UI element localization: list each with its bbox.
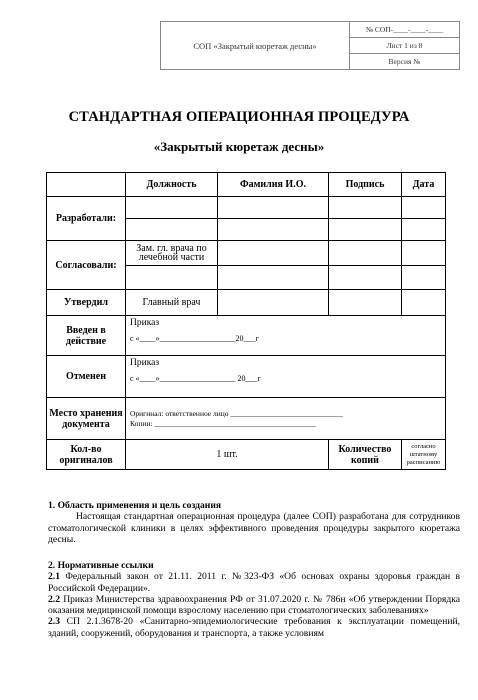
canceled-order xyxy=(126,356,446,398)
row-label-effective: Введен в действие xyxy=(47,316,126,356)
cell[interactable] xyxy=(218,197,329,219)
section-2-heading: 2. Нормативные ссылки xyxy=(48,560,154,571)
order-date-line: с «____»___________________ 20___г xyxy=(130,374,261,383)
sop-number: № СОП-____-____-____ xyxy=(350,22,459,38)
col-header-date: Дата xyxy=(402,173,446,197)
header-doc-title: СОП «Закрытый кюретаж десны» xyxy=(161,22,350,69)
col-header-position: Должность xyxy=(126,173,218,197)
cell[interactable] xyxy=(402,197,446,219)
section-2 xyxy=(48,560,460,639)
copies-line: Копии: ___________________________________________ xyxy=(130,419,316,428)
effective-order xyxy=(126,316,446,356)
row-label-approved: Утвердил xyxy=(47,290,126,316)
item-number: 2.2 xyxy=(48,593,60,605)
agreed-position: Зам. гл. врача по лечебной части xyxy=(126,241,218,266)
version-number: Версия № xyxy=(388,57,421,66)
copies-count-label: Количество копий xyxy=(329,440,402,470)
original-line: Оригинал: ответственное лицо ______________________________ xyxy=(130,409,343,418)
item-number: 2.3 xyxy=(48,616,60,628)
cell[interactable] xyxy=(402,241,446,266)
cell[interactable] xyxy=(126,266,218,290)
cell[interactable] xyxy=(218,266,329,290)
section-1-text: Настоящая стандартная операционная процедура (далее СОП) разработана для сотрудников стоматологической клиники в целях эффективного проведения процедуры закрытого кюретажа десны. xyxy=(48,511,460,545)
cell[interactable] xyxy=(218,241,329,266)
originals-count: 1 шт. xyxy=(126,440,329,470)
cell[interactable] xyxy=(402,266,446,290)
document-header xyxy=(160,21,460,70)
cell[interactable] xyxy=(329,241,402,266)
sheet-number: Лист 1 из 8 xyxy=(350,38,459,54)
approved-position: Главный врач xyxy=(126,290,218,316)
order-date-line: с «____»___________________20___г xyxy=(130,334,259,343)
item-text: Федеральный закон от 21.11. 2011 г. №323-ФЗ «Об основах охраны здоровья граждан в Российской Федерации». xyxy=(48,571,460,594)
empty-header-cell xyxy=(47,173,126,197)
document-subtitle: «Закрытый кюретаж десны» xyxy=(153,139,325,154)
cell[interactable] xyxy=(402,290,446,316)
cell[interactable] xyxy=(126,219,218,241)
cell[interactable] xyxy=(402,219,446,241)
row-label-canceled: Отменен xyxy=(47,356,126,398)
header-info xyxy=(350,22,459,69)
storage-info xyxy=(126,398,446,440)
approval-table xyxy=(46,172,446,470)
col-header-signature: Подпись xyxy=(329,173,402,197)
section-2-item-2 xyxy=(48,594,460,617)
cell[interactable] xyxy=(329,197,402,219)
row-label-originals-count: Кол-во оригиналов xyxy=(47,440,126,470)
cell[interactable] xyxy=(329,290,402,316)
section-2-item-1 xyxy=(48,571,460,594)
cell[interactable] xyxy=(218,219,329,241)
row-label-storage: Место хранения документа xyxy=(47,398,126,440)
row-label-developed: Разработали: xyxy=(47,197,126,241)
item-number: 2.1 xyxy=(48,571,60,583)
order-label: Приказ xyxy=(130,358,160,368)
row-label-agreed: Согласовали: xyxy=(47,241,126,290)
copies-count: согласно штатному расписанию xyxy=(402,440,446,470)
section-1 xyxy=(48,500,460,545)
order-label: Приказ xyxy=(130,318,160,328)
col-header-name: Фамилия И.О. xyxy=(218,173,329,197)
document-title: СТАНДАРТНАЯ ОПЕРАЦИОННАЯ ПРОЦЕДУРА xyxy=(68,109,410,125)
section-1-heading: 1. Область применения и цель создания xyxy=(48,500,222,511)
item-text: Приказ Министерства здравоохранения РФ от 31.07.2020 г. № 786н «Об утверждении Порядка оказания медицинской помощи взрослому населению при стоматологических заболеваниях» xyxy=(48,593,460,617)
section-2-item-3 xyxy=(48,616,460,639)
cell[interactable] xyxy=(218,290,329,316)
item-text: СП 2.1.3678-20 «Санитарно-эпидемиологические требования к эксплуатации помещений, зданий, сооружений, оборудования и транспорта, а также условиям xyxy=(48,616,460,639)
cell[interactable] xyxy=(329,266,402,290)
cell[interactable] xyxy=(329,219,402,241)
cell[interactable] xyxy=(126,197,218,219)
